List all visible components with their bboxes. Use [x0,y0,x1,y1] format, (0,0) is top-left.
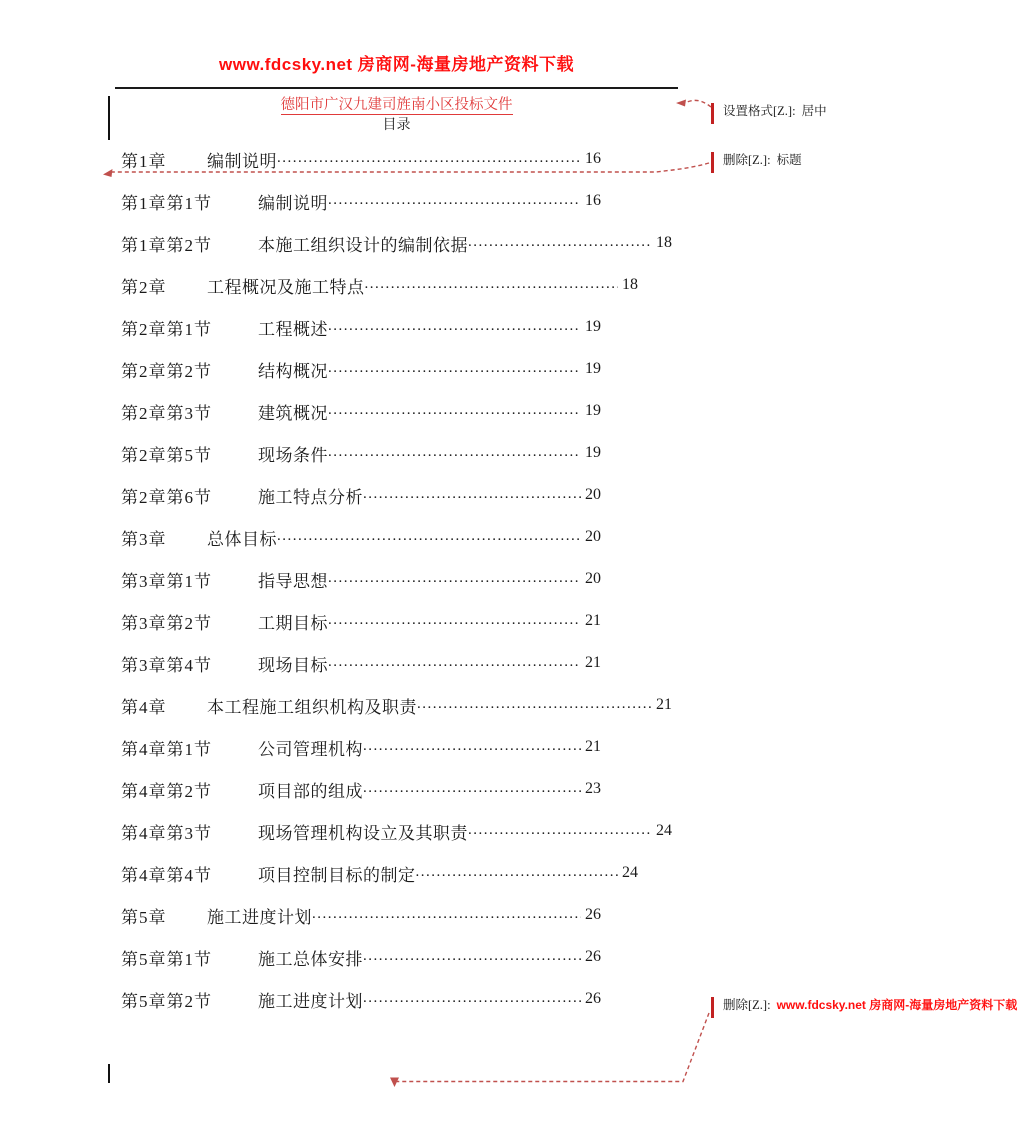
toc-entry[interactable] [121,810,672,852]
annotation-label: 设置格式[Z.]: [723,104,796,118]
toc-entry[interactable] [121,180,601,222]
toc-entry[interactable] [121,264,638,306]
document-title-text: 德阳市广汉九建司旌南小区投标文件 [280,97,513,113]
toc-entry-chapter: 第5章 [121,907,167,927]
toc-entry-page: 20 [585,570,601,587]
toc-entry-title: 项目部的组成 [258,781,363,801]
toc-entry-chapter: 第4章第4节 [121,865,212,885]
toc-entry-chapter: 第1章第1节 [121,193,212,213]
toc-entry-page: 26 [585,948,601,965]
toc-entry-page: 21 [585,654,601,671]
toc-entry-page: 21 [656,696,672,713]
toc-entry-page: 19 [585,444,601,461]
toc-entry[interactable] [121,894,601,936]
toc-entry-title: 现场管理机构设立及其职责 [258,823,468,843]
toc-entry-chapter: 第4章第2节 [121,781,212,801]
toc-entry[interactable] [121,684,672,726]
header-divider [115,87,678,89]
toc-entry-chapter: 第2章第5节 [121,445,212,465]
toc-entry-page: 21 [585,738,601,755]
toc-entry-chapter: 第2章第3节 [121,403,212,423]
toc-entry-title: 指导思想 [258,571,328,591]
toc-entry-page: 20 [585,486,601,503]
toc-leader-dots [328,402,581,419]
annotation-value: www.fdcsky.net 房商网-海量房地产资料下载 [776,998,1018,1012]
toc-leader-dots [416,864,619,881]
toc-entry[interactable] [121,516,601,558]
toc-entry-chapter: 第5章第2节 [121,991,212,1011]
revision-annotation-delete-heading[interactable] [711,151,802,173]
toc-heading: 目录 [382,118,411,133]
toc-entry-title: 现场目标 [258,655,328,675]
toc-leader-dots [468,234,652,251]
annotation-bar [711,152,714,173]
annotation-bar [711,103,714,124]
annotation-value: 居中 [801,104,827,118]
toc-entry-title: 现场条件 [258,445,328,465]
toc-entry-chapter: 第2章第6节 [121,487,212,507]
toc-entry-chapter: 第1章第2节 [121,235,212,255]
toc-entry[interactable] [121,642,601,684]
changed-line-marker-top [108,96,110,140]
toc-entry-chapter: 第2章第2节 [121,361,212,381]
toc-entry-chapter: 第4章第3节 [121,823,212,843]
toc-entry-page: 16 [585,192,601,209]
toc-entry-title: 工程概述 [258,319,328,339]
connector-arrowhead-left [103,169,113,177]
toc-entry-page: 26 [585,990,601,1007]
toc-entry[interactable] [121,600,601,642]
toc-leader-dots [363,948,581,965]
toc-entry-page: 16 [585,150,601,167]
document-title [115,96,678,114]
toc-entry[interactable] [121,558,601,600]
toc-entry-page: 24 [622,864,638,881]
toc-entry-title: 工程概况及施工特点 [207,277,365,297]
toc-entry[interactable] [121,306,601,348]
toc-entry-page: 21 [585,612,601,629]
toc-leader-dots [328,570,581,587]
toc-entry-chapter: 第3章第2节 [121,613,212,633]
toc-entry-chapter: 第3章第4节 [121,655,212,675]
toc-entry-page: 26 [585,906,601,923]
toc-entry-title: 公司管理机构 [258,739,363,759]
toc-leader-dots [363,990,581,1007]
toc-leader-dots [468,822,652,839]
revision-annotation-format-centered[interactable] [711,102,827,124]
toc-entry-title: 项目控制目标的制定 [258,865,416,885]
toc-entry-page: 19 [585,360,601,377]
toc-leader-dots [328,360,581,377]
toc-entry-title: 总体目标 [207,529,277,549]
toc-entry-title: 本工程施工组织机构及职责 [207,697,417,717]
toc-entry-title: 结构概况 [258,361,328,381]
toc-leader-dots [277,528,581,545]
toc-leader-dots [328,654,581,671]
annotation-bar [711,997,714,1018]
toc-leader-dots [328,444,581,461]
toc-entry-page: 24 [656,822,672,839]
toc-entry-title: 施工进度计划 [207,907,312,927]
toc-entry-title: 建筑概况 [258,403,328,423]
toc-entry-title: 编制说明 [258,193,328,213]
toc-entry-page: 19 [585,318,601,335]
table-of-contents [121,138,672,1020]
toc-entry[interactable] [121,936,601,978]
annotation-label: 删除[Z.]: [723,153,771,167]
connector-arrowhead-down [390,1078,399,1088]
toc-entry-page: 23 [585,780,601,797]
toc-leader-dots [417,696,652,713]
toc-entry[interactable] [121,390,601,432]
toc-leader-dots [363,738,581,755]
toc-entry[interactable] [121,474,601,516]
toc-entry-title: 编制说明 [207,151,277,171]
toc-entry[interactable] [121,726,601,768]
changed-line-marker-bottom [108,1064,110,1083]
toc-entry-title: 本施工组织设计的编制依据 [258,235,468,255]
toc-leader-dots [328,192,581,209]
toc-entry-title: 施工进度计划 [258,991,363,1011]
toc-entry-page: 18 [622,276,638,293]
connector-format-centered [685,100,711,107]
toc-leader-dots [328,612,581,629]
toc-entry[interactable] [121,348,601,390]
toc-leader-dots [365,276,619,293]
connector-delete-footer [397,1013,709,1082]
annotation-label: 删除[Z.]: [723,998,771,1012]
toc-entry-chapter: 第2章第1节 [121,319,212,339]
toc-leader-dots [277,150,581,167]
toc-entry-chapter: 第3章第1节 [121,571,212,591]
toc-entry[interactable] [121,768,601,810]
toc-entry-chapter: 第4章第1节 [121,739,212,759]
revision-annotation-delete-footer[interactable] [711,996,1017,1018]
toc-entry-chapter: 第1章 [121,151,167,171]
toc-entry[interactable] [121,222,672,264]
toc-leader-dots [363,780,581,797]
toc-entry-page: 18 [656,234,672,251]
toc-leader-dots [312,906,581,923]
toc-entry[interactable] [121,138,601,180]
toc-leader-dots [328,318,581,335]
toc-entry[interactable] [121,852,638,894]
toc-entry-chapter: 第3章 [121,529,167,549]
site-banner: www.fdcsky.net 房商网-海量房地产资料下载 [219,55,574,74]
toc-entry-chapter: 第4章 [121,697,167,717]
toc-entry-title: 施工特点分析 [258,487,363,507]
toc-entry-page: 20 [585,528,601,545]
toc-entry-chapter: 第2章 [121,277,167,297]
toc-entry-chapter: 第5章第1节 [121,949,212,969]
toc-entry-page: 19 [585,402,601,419]
toc-entry[interactable] [121,432,601,474]
annotation-value: 标题 [776,153,802,167]
toc-entry-title: 施工总体安排 [258,949,363,969]
toc-entry-title: 工期目标 [258,613,328,633]
toc-entry[interactable] [121,978,601,1020]
toc-leader-dots [363,486,581,503]
